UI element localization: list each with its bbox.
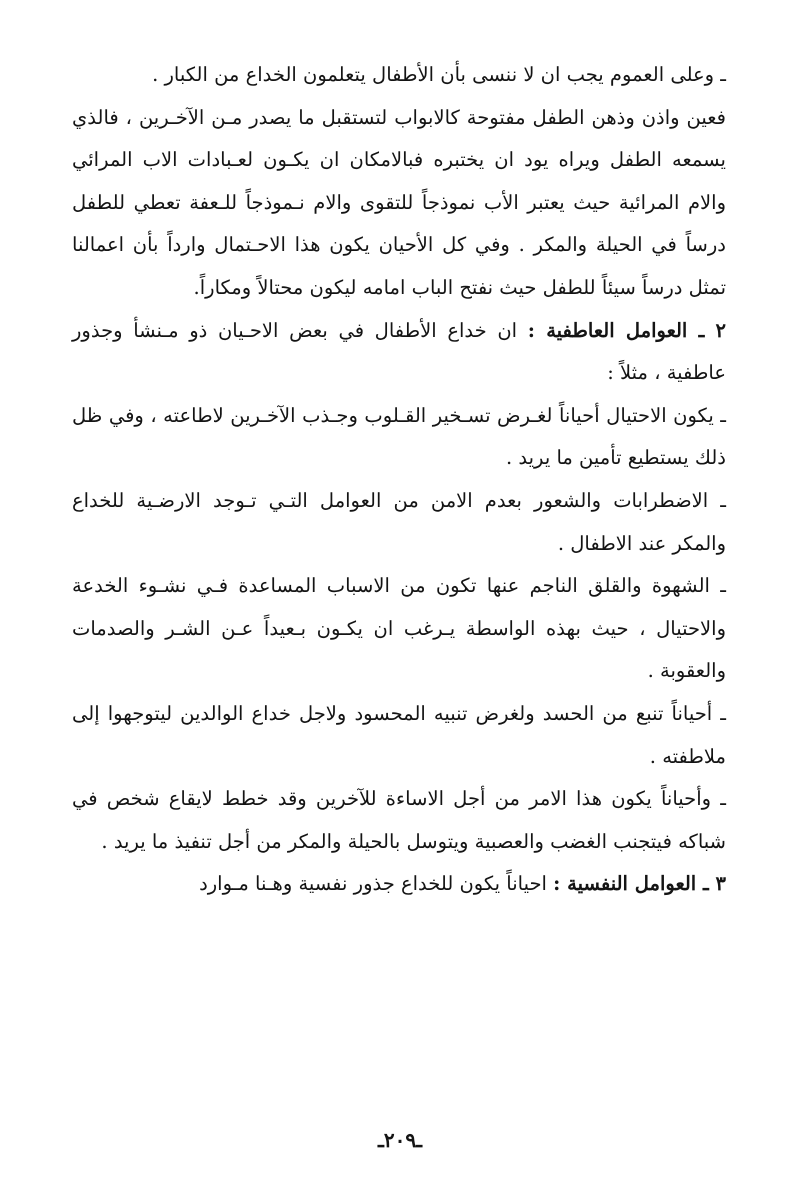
- paragraph-9: [72, 863, 726, 906]
- paragraph-7: [72, 693, 726, 778]
- page-body: [72, 54, 726, 906]
- paragraph-8: [72, 778, 726, 863]
- paragraph-3-text: ان خداع الأطفال في بعض الاحـيان ذو مـنشأ وجذور عاطفية ، مثلاً :: [72, 318, 726, 385]
- page-number: ـ٢٠٩ـ: [378, 1128, 422, 1152]
- paragraph-1-text: ـ وعلى العموم يجب ان لا ننسى بأن الأطفال يتعلمون الخداع من الكبار .: [152, 63, 726, 86]
- paragraph-1: [72, 54, 726, 97]
- paragraph-5-text: ـ الاضطرابات والشعور بعدم الامن من العوامل التـي تـوجد الارضـية للخداع والمكر عند الاطفال .: [72, 488, 726, 555]
- paragraph-4: [72, 395, 726, 480]
- paragraph-9-text: احياناً يكون للخداع جذور نفسية وهـنا مـوارد: [199, 872, 554, 896]
- paragraph-6-text: ـ الشهوة والقلق الناجم عنها تكون من الاسباب المساعدة فـي نشـوء الخدعة والاحتيال ، حيث بهذه الواسطة يـرغب ان يكـون بـعيداً عـن الشـر والصدمات والعقوبة .: [72, 574, 726, 683]
- paragraph-6: [72, 565, 726, 693]
- section-heading-emotional-factors: ٢ ـ العوامل العاطفية :: [527, 318, 727, 342]
- paragraph-8-text: ـ وأحياناً يكون هذا الامر من أجل الاساءة للآخرين وقد خطط لايقاع شخص في شباكه فيتجنب الغضب والعصبية ويتوسل بالحيلة والمكر من أجل تنفيذ ما يريد .: [72, 787, 726, 853]
- paragraph-5: [72, 480, 726, 565]
- paragraph-3: [72, 310, 726, 395]
- paragraph-7-text: ـ أحياناً تنبع من الحسد ولغرض تنبيه المحسود ولاجل خداع الوالدين ليتوجهوا إلى ملاطفته .: [72, 701, 726, 768]
- paragraph-4-text: ـ يكون الاحتيال أحياناً لغـرض تسـخير القـلوب وجـذب الآخـرين لاطاعته ، وفي ظل ذلك يستطيع تأمين ما يريد .: [72, 403, 726, 470]
- paragraph-2: [72, 97, 726, 310]
- section-heading-psychological-factors: ٣ ـ العوامل النفسية :: [553, 872, 726, 896]
- paragraph-2-text: فعين واذن وذهن الطفل مفتوحة كالابواب لتستقبل ما يصدر مـن الآخـرين ، فالذي يسمعه الطفل ويراه يود ان يختبره فبالامكان ان يكـون لعـبادات الاب المرائي والام المرائية حيث يعتبر الأب نموذجاً للتقوى والام نـموذجاً للـعفة تعطي للطفل درساً في الحيلة والمكر . وفي كل الأحيان يكون هذا الاحـتمال وارداً بأن اعمالنا تمثل درساً سيئاً للطفل حيث نفتح الباب امامه ليكون محتالاً ومكاراً.: [72, 105, 726, 299]
